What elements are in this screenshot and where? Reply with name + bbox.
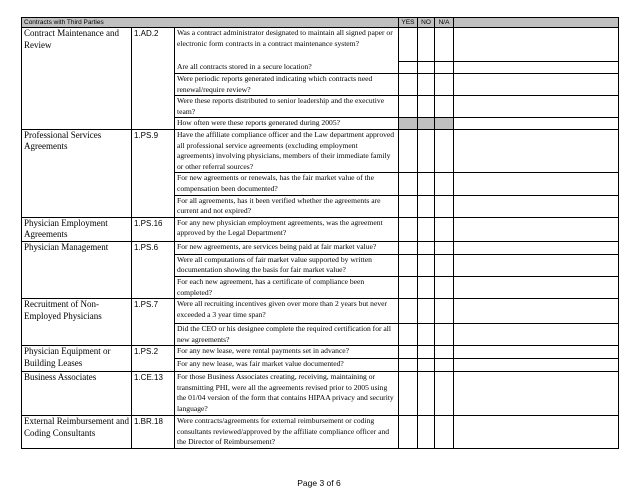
section-code: 1.BR.18: [132, 416, 175, 449]
section-name: External Reimbursement and Coding Consultants: [22, 416, 132, 449]
yes-checkbox[interactable]: [399, 299, 418, 324]
comment-cell[interactable]: [454, 276, 619, 298]
no-checkbox[interactable]: [418, 62, 435, 74]
yes-checkbox[interactable]: [399, 416, 418, 449]
no-checkbox[interactable]: [418, 28, 435, 62]
yes-checkbox[interactable]: [399, 195, 418, 217]
yes-checkbox[interactable]: [399, 276, 418, 298]
yes-checkbox-disabled: [399, 118, 418, 130]
table-row: [22, 241, 619, 254]
yes-checkbox[interactable]: [399, 173, 418, 195]
no-checkbox[interactable]: [418, 416, 435, 449]
no-checkbox[interactable]: [418, 129, 435, 172]
no-checkbox[interactable]: [418, 254, 435, 276]
question-text: For any new physician employment agreements, was the agreement approved by the Legal Department?: [175, 217, 399, 241]
comment-cell[interactable]: [454, 372, 619, 416]
comment-cell[interactable]: [454, 28, 619, 62]
na-checkbox[interactable]: [435, 416, 454, 449]
yes-checkbox[interactable]: [399, 96, 418, 118]
yes-checkbox[interactable]: [399, 28, 418, 62]
no-checkbox[interactable]: [418, 324, 435, 346]
section-name: Professional Services Agreements: [22, 129, 132, 217]
comment-cell[interactable]: [454, 195, 619, 217]
section-name: Business Associates: [22, 372, 132, 416]
na-checkbox[interactable]: [435, 299, 454, 324]
section-code: 1.PS.9: [132, 129, 175, 217]
na-checkbox[interactable]: [435, 359, 454, 372]
section-name: Physician Employment Agreements: [22, 217, 132, 241]
no-checkbox[interactable]: [418, 359, 435, 372]
section-code: 1.CE.13: [132, 372, 175, 416]
no-checkbox[interactable]: [418, 217, 435, 241]
na-checkbox[interactable]: [435, 62, 454, 74]
comment-cell[interactable]: [454, 299, 619, 324]
comment-cell[interactable]: [454, 416, 619, 449]
question-text: For all agreements, has it been verified whether the agreements are current and not expired?: [175, 195, 399, 217]
no-checkbox[interactable]: [418, 241, 435, 254]
section-name: Physician Management: [22, 241, 132, 298]
section-code: 1.AD.2: [132, 28, 175, 130]
table-row: [22, 416, 619, 449]
table-title: Contracts with Third Parties: [22, 18, 399, 28]
na-checkbox[interactable]: [435, 173, 454, 195]
comment-cell[interactable]: [454, 129, 619, 172]
yes-checkbox[interactable]: [399, 254, 418, 276]
question-text: For new agreements, are services being paid at fair market value?: [175, 241, 399, 254]
comment-cell[interactable]: [454, 173, 619, 195]
section-name: Recruitment of Non-Employed Physicians: [22, 299, 132, 346]
yes-checkbox[interactable]: [399, 129, 418, 172]
na-checkbox[interactable]: [435, 372, 454, 416]
no-checkbox-disabled: [418, 118, 435, 130]
question-text: Were periodic reports generated indicating which contracts need renewal/require review?: [175, 74, 399, 96]
table-header-row: [22, 18, 619, 28]
no-column-header: NO: [418, 18, 435, 28]
no-checkbox[interactable]: [418, 299, 435, 324]
yes-checkbox[interactable]: [399, 324, 418, 346]
comment-cell[interactable]: [454, 74, 619, 96]
na-checkbox[interactable]: [435, 129, 454, 172]
table-row: [22, 299, 619, 324]
comment-cell[interactable]: [454, 346, 619, 359]
table-row: [22, 28, 619, 62]
no-checkbox[interactable]: [418, 96, 435, 118]
contracts-checklist-table: [21, 17, 619, 449]
section-name: Contract Maintenance and Review: [22, 28, 132, 130]
comment-cell[interactable]: [454, 118, 619, 130]
table-row: [22, 346, 619, 359]
page-number: Page 3 of 6: [297, 478, 341, 488]
question-text: Have the affiliate compliance officer and the Law department approved all professional service agreements (excluding employment agreements) involving physicians, members of their immediate family or other referral sources?: [175, 129, 399, 172]
question-text: Was a contract administrator designated to maintain all signed paper or electronic form contracts in a contract maintenance system?: [175, 28, 399, 62]
yes-checkbox[interactable]: [399, 241, 418, 254]
yes-checkbox[interactable]: [399, 372, 418, 416]
no-checkbox[interactable]: [418, 173, 435, 195]
yes-checkbox[interactable]: [399, 217, 418, 241]
comment-cell[interactable]: [454, 62, 619, 74]
table-row: [22, 129, 619, 172]
na-checkbox[interactable]: [435, 217, 454, 241]
question-text: Were all computations of fair market value supported by written documentation showing the basis for fair market value?: [175, 254, 399, 276]
section-name: Physician Equipment or Building Leases: [22, 346, 132, 372]
section-code: 1.PS.7: [132, 299, 175, 346]
no-checkbox[interactable]: [418, 195, 435, 217]
comments-column-header: [454, 18, 619, 28]
no-checkbox[interactable]: [418, 372, 435, 416]
question-text: For new agreements or renewals, has the fair market value of the compensation been documented?: [175, 173, 399, 195]
yes-column-header: YES: [399, 18, 418, 28]
question-text: How often were these reports generated during 2005?: [175, 118, 399, 130]
section-code: 1.PS.6: [132, 241, 175, 298]
yes-checkbox[interactable]: [399, 359, 418, 372]
na-checkbox[interactable]: [435, 241, 454, 254]
question-text: For any new lease, were rental payments set in advance?: [175, 346, 399, 359]
no-checkbox[interactable]: [418, 74, 435, 96]
question-text: For any new lease, was fair market value documented?: [175, 359, 399, 372]
comment-cell[interactable]: [454, 96, 619, 118]
yes-checkbox[interactable]: [399, 346, 418, 359]
na-checkbox[interactable]: [435, 254, 454, 276]
section-code: 1.PS.16: [132, 217, 175, 241]
yes-checkbox[interactable]: [399, 74, 418, 96]
no-checkbox[interactable]: [418, 346, 435, 359]
comment-cell[interactable]: [454, 324, 619, 346]
question-text: Were these reports distributed to senior leadership and the executive team?: [175, 96, 399, 118]
section-code: 1.PS.2: [132, 346, 175, 372]
comment-cell[interactable]: [454, 254, 619, 276]
table-row: [22, 217, 619, 241]
na-checkbox[interactable]: [435, 96, 454, 118]
question-text: Were contracts/agreements for external reimbursement or coding consultants reviewed/approved by the affiliate compliance officer and the Director of Reimbursement?: [175, 416, 399, 449]
yes-checkbox[interactable]: [399, 62, 418, 74]
na-checkbox[interactable]: [435, 28, 454, 62]
na-checkbox[interactable]: [435, 195, 454, 217]
comment-cell[interactable]: [454, 217, 619, 241]
na-checkbox[interactable]: [435, 324, 454, 346]
na-checkbox-disabled: [435, 118, 454, 130]
comment-cell[interactable]: [454, 241, 619, 254]
na-checkbox[interactable]: [435, 74, 454, 96]
comment-cell[interactable]: [454, 359, 619, 372]
table-row: [22, 372, 619, 416]
question-text: For each new agreement, has a certificate of compliance been completed?: [175, 276, 399, 298]
no-checkbox[interactable]: [418, 276, 435, 298]
question-text: Were all recruiting incentives given over more than 2 years but never exceeded a 3 year time span?: [175, 299, 399, 324]
question-text: Did the CEO or his designee complete the required certification for all new agreements?: [175, 324, 399, 346]
question-text: For those Business Associates creating, receiving, maintaining or transmitting PHI, were all the agreements revised prior to 2005 using the 01/04 version of the form that contains HIPAA privacy and security language?: [175, 372, 399, 416]
na-checkbox[interactable]: [435, 346, 454, 359]
na-checkbox[interactable]: [435, 276, 454, 298]
question-text: Are all contracts stored in a secure location?: [175, 62, 399, 74]
na-column-header: N/A: [435, 18, 454, 28]
